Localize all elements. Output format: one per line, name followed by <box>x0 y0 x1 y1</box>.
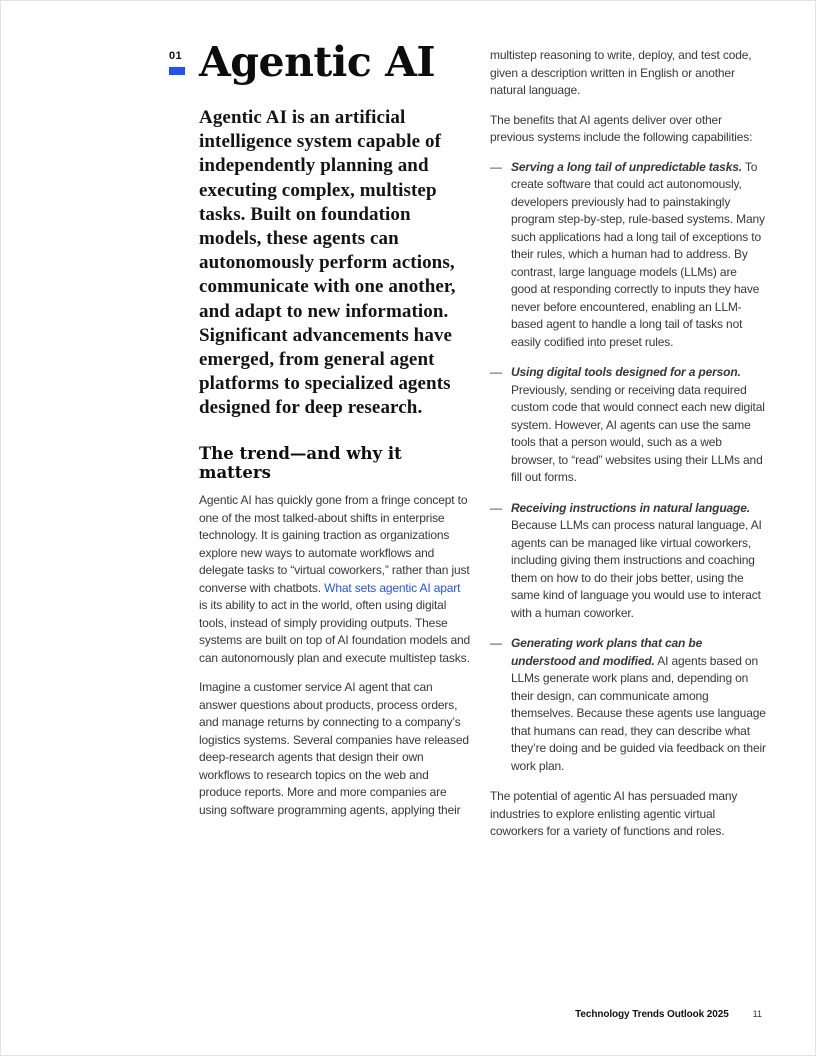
benefit-lead: Receiving instructions in natural language. <box>511 500 750 515</box>
benefit-text <box>511 159 766 352</box>
benefit-detail: AI agents based on LLMs generate work plans and, depending on their design, can communicate among themselves. Because these agents use language that humans can read, they can describe what they’re doing and be guided via feedback on their work plan. <box>511 653 766 773</box>
page-title: Agentic AI <box>199 38 436 86</box>
benefit-lead: Serving a long tail of unpredictable tasks. <box>511 159 742 174</box>
benefit-item-long-tail <box>490 159 766 352</box>
page-footer <box>1 1009 762 1020</box>
dash-bullet-icon: — <box>490 500 502 515</box>
benefit-item-work-plans <box>490 635 766 775</box>
benefit-lead: Generating work plans that can be understood and modified. <box>511 636 703 668</box>
right-paragraph-1: multistep reasoning to write, deploy, and test code, given a description written in English or another natural language. <box>490 48 752 97</box>
dash-bullet-icon: — <box>490 159 502 174</box>
benefit-text <box>511 364 766 487</box>
trend-paragraph-1 <box>199 492 471 667</box>
benefit-lead: Using digital tools designed for a person. <box>511 365 741 379</box>
benefit-detail: Previously, sending or receiving data required custom code that would connect each new digital system. However, AI agents can use the same tools that a person would, such as a web browser, to “read” websites using their LLMs and fill out forms. <box>511 382 765 484</box>
benefit-item-natural-language <box>490 500 766 623</box>
right-paragraph-3: The potential of agentic AI has persuaded many industries to explore enlisting agentic virtual coworkers for a variety of functions and roles. <box>490 789 738 838</box>
benefit-item-digital-tools <box>490 364 766 487</box>
benefit-detail: To create software that could act autonomously, developers previously had to painstakingly program step-by-step, rule-based systems. Many such applications had a long tail of exceptions to their rules, which a human had to address. By contrast, large language models (LLMs) are good at responding correctly to inputs they have never before encountered, enabling an LLM-based agent to handle a long tail of tasks not easily codified into preset rules. <box>511 159 765 349</box>
trend-paragraph-1-after-link: is its ability to act in the world, often using digital tools, instead of simply providing outputs. These systems are built on top of AI foundation models and can autonomously plan and execute multistep tasks. <box>199 598 471 665</box>
dash-bullet-icon: — <box>490 365 502 379</box>
section-number: 01 <box>169 50 183 62</box>
left-column <box>199 38 471 831</box>
trend-paragraph-2: Imagine a customer service AI agent that can answer questions about products, process orders, and manage returns by connecting to a company’s logistics systems. Several companies have released deep-research agents that design their own workflows to research topics on the web and produce reports. More and more companies are using software programming agents, applying their <box>199 680 469 817</box>
lede-paragraph: Agentic AI is an artificial intelligence system capable of independently planning and executing complex, multistep tasks. Built on foundation models, these agents can autonomously perform actions, communicate with one another, and adapt to new information. Significant advancements have emerged, from general agent platforms to specialized agents designed for deep research. <box>199 107 456 419</box>
section-label <box>169 51 185 75</box>
benefits-list <box>490 159 766 776</box>
footer-report-title: Technology Trends Outlook 2025 <box>575 1009 729 1020</box>
what-sets-agentic-ai-apart-link[interactable]: What sets agentic AI apart <box>324 580 461 595</box>
right-column <box>490 47 766 853</box>
right-paragraph-2: The benefits that AI agents deliver over other previous systems include the following capabilities: <box>490 112 753 144</box>
benefit-text <box>511 500 766 623</box>
trend-section-heading: The trend—and why it matters <box>199 443 402 483</box>
footer-page-number: 11 <box>752 1009 762 1019</box>
accent-square-icon <box>169 67 185 75</box>
benefit-text <box>511 635 766 775</box>
trend-paragraph-1-before-link: Agentic AI has quickly gone from a fringe concept to one of the most talked-about shifts in enterprise technology. It is gaining traction as organizations explore new ways to automate workflows and delegate tasks to “virtual coworkers,” rather than just converse with chatbots. <box>199 493 470 595</box>
benefit-detail: Because LLMs can process natural language, AI agents can be managed like virtual coworkers, including giving them instructions and coaching them on how to do their jobs better, using the same kind of language you would use to interact with a human coworker. <box>511 518 762 620</box>
dash-bullet-icon: — <box>490 636 502 650</box>
